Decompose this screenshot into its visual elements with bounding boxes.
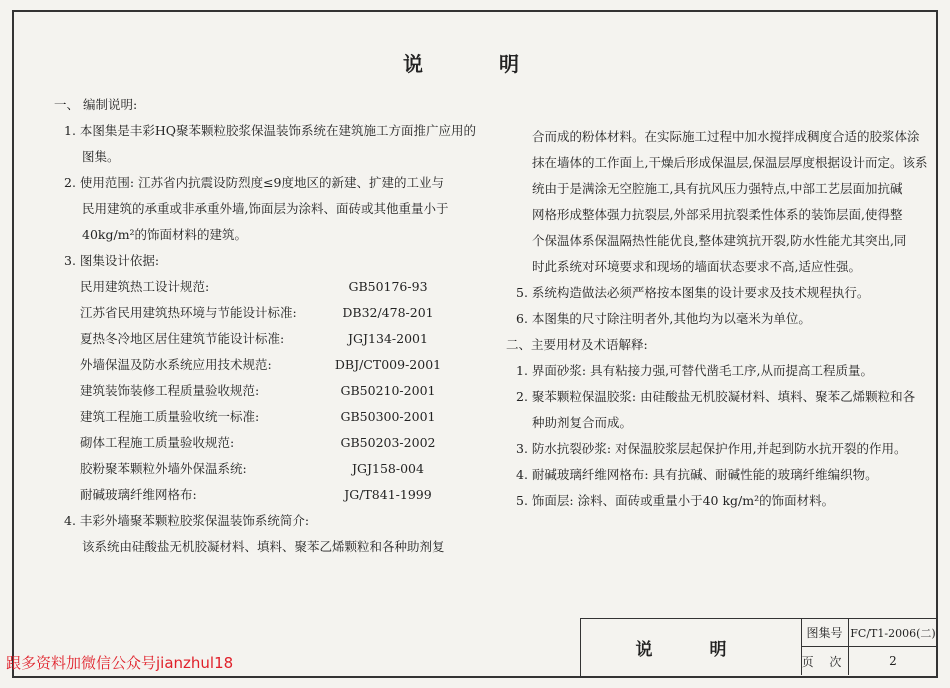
standards-list bbox=[54, 274, 484, 508]
standard-name: 民用建筑热工设计规范: bbox=[80, 279, 210, 294]
material-3: 3. 防水抗裂砂浆: 对保温胶浆层起保护作用,并起到防水抗开裂的作用。 bbox=[516, 441, 907, 456]
standard-code: GB50176-93 bbox=[348, 279, 428, 294]
standard-name: 建筑工程施工质量验收统一标准: bbox=[80, 409, 260, 424]
standard-name: 耐碱玻璃纤维网格布: bbox=[80, 487, 197, 502]
para-4-heading: 4. 丰彩外墙聚苯颗粒胶浆保温装饰系统简介: bbox=[64, 513, 310, 528]
standard-code: GB50203-2002 bbox=[340, 435, 436, 450]
standard-name: 砌体工程施工质量验收规范: bbox=[80, 435, 235, 450]
para-4-continued: 个保温体系保温隔热性能优良,整体建筑抗开裂,防水性能尤其突出,同 bbox=[532, 233, 907, 248]
para-2-line-c: 40kg/m²的饰面材料的建筑。 bbox=[82, 227, 248, 242]
para-1-line-a: 1. 本图集是丰彩HQ聚苯颗粒胶浆保温装饰系统在建筑施工方面推广应用的 bbox=[64, 123, 477, 138]
standard-name: 建筑装饰装修工程质量验收规范: bbox=[80, 383, 260, 398]
section-heading-2: 二、主要用材及术语解释: bbox=[506, 337, 648, 352]
title-block-name: 说 明 bbox=[581, 619, 802, 675]
para-4-continued: 抹在墙体的工作面上,干燥后形成保温层,保温层厚度根据设计而定。该系 bbox=[532, 155, 928, 170]
para-4-continued: 时此系统对环境要求和现场的墙面状态要求不高,适应性强。 bbox=[532, 259, 861, 274]
para-4-continued: 统由于是满涂无空腔施工,具有抗风压力强特点,中部工艺层面加抗碱 bbox=[532, 181, 903, 196]
material-2-line-b: 种助剂复合而成。 bbox=[532, 415, 633, 430]
title-block bbox=[580, 618, 936, 676]
standard-row bbox=[54, 430, 484, 456]
material-2-line-a: 2. 聚苯颗粒保温胶浆: 由硅酸盐无机胶凝材料、填料、聚苯乙烯颗粒和各 bbox=[516, 389, 916, 404]
atlas-number: FC/T1-2006(二) bbox=[849, 619, 937, 647]
standard-name: 外墙保温及防水系统应用技术规范: bbox=[80, 357, 272, 372]
standard-code: GB50300-2001 bbox=[340, 409, 436, 424]
material-4: 4. 耐碱玻璃纤维网格布: 具有抗碱、耐碱性能的玻璃纤维编织物。 bbox=[516, 467, 878, 482]
material-1: 1. 界面砂浆: 具有粘接力强,可替代凿毛工序,从而提高工程质量。 bbox=[516, 363, 874, 378]
para-4-line-a: 该系统由硅酸盐无机胶凝材料、填料、聚苯乙烯颗粒和各种助剂复 bbox=[82, 539, 445, 554]
material-5: 5. 饰面层: 涂料、面砖或重量小于40 kg/m²的饰面材料。 bbox=[516, 493, 835, 508]
standard-code: JGJ158-004 bbox=[352, 461, 424, 476]
standard-row bbox=[54, 378, 484, 404]
para-6: 6. 本图集的尺寸除注明者外,其他均为以毫米为单位。 bbox=[516, 311, 811, 326]
para-2-line-a: 2. 使用范围: 江苏省内抗震设防烈度≤9度地区的新建、扩建的工业与 bbox=[64, 175, 445, 190]
watermark-text: 跟多资料加微信公众号jianzhul18 bbox=[6, 654, 234, 672]
para-4-continued: 网格形成整体强力抗裂层,外部采用抗裂柔性体系的装饰层面,使得整 bbox=[532, 207, 903, 222]
standard-row bbox=[54, 274, 484, 300]
standard-code: JGJ134-2001 bbox=[348, 331, 428, 346]
left-column bbox=[54, 92, 484, 560]
right-column bbox=[506, 124, 946, 514]
standard-row bbox=[54, 352, 484, 378]
page-title: 说 明 bbox=[403, 52, 547, 76]
standard-row bbox=[54, 482, 484, 508]
standard-code: DB32/478-201 bbox=[342, 305, 434, 320]
para-3-heading: 3. 图集设计依据: bbox=[64, 253, 160, 268]
atlas-number-label: 图集号 bbox=[801, 619, 849, 647]
standard-code: GB50210-2001 bbox=[340, 383, 436, 398]
standard-row bbox=[54, 456, 484, 482]
standard-code: JG/T841-1999 bbox=[344, 487, 432, 502]
standard-code: DBJ/CT009-2001 bbox=[334, 357, 442, 372]
page-number: 2 bbox=[889, 654, 897, 668]
page-number-label: 页 次 bbox=[801, 647, 849, 675]
standard-name: 胶粉聚苯颗粒外墙外保温系统: bbox=[80, 461, 247, 476]
standard-row bbox=[54, 326, 484, 352]
standard-name: 江苏省民用建筑热环境与节能设计标准: bbox=[80, 305, 297, 320]
para-4-continued: 合而成的粉体材料。在实际施工过程中加水搅拌成稠度合适的胶浆体涂 bbox=[532, 129, 920, 144]
para-2-line-b: 民用建筑的承重或非承重外墙,饰面层为涂料、面砖或其他重量小于 bbox=[82, 201, 449, 216]
standard-row bbox=[54, 404, 484, 430]
standard-name: 夏热冬冷地区居住建筑节能设计标准: bbox=[80, 331, 285, 346]
section-heading-1: 一、 编制说明: bbox=[54, 97, 138, 112]
para-5: 5. 系统构造做法必须严格按本图集的设计要求及技术规程执行。 bbox=[516, 285, 870, 300]
drawing-sheet bbox=[12, 10, 938, 678]
para-1-line-b: 图集。 bbox=[82, 149, 120, 164]
standard-row bbox=[54, 300, 484, 326]
